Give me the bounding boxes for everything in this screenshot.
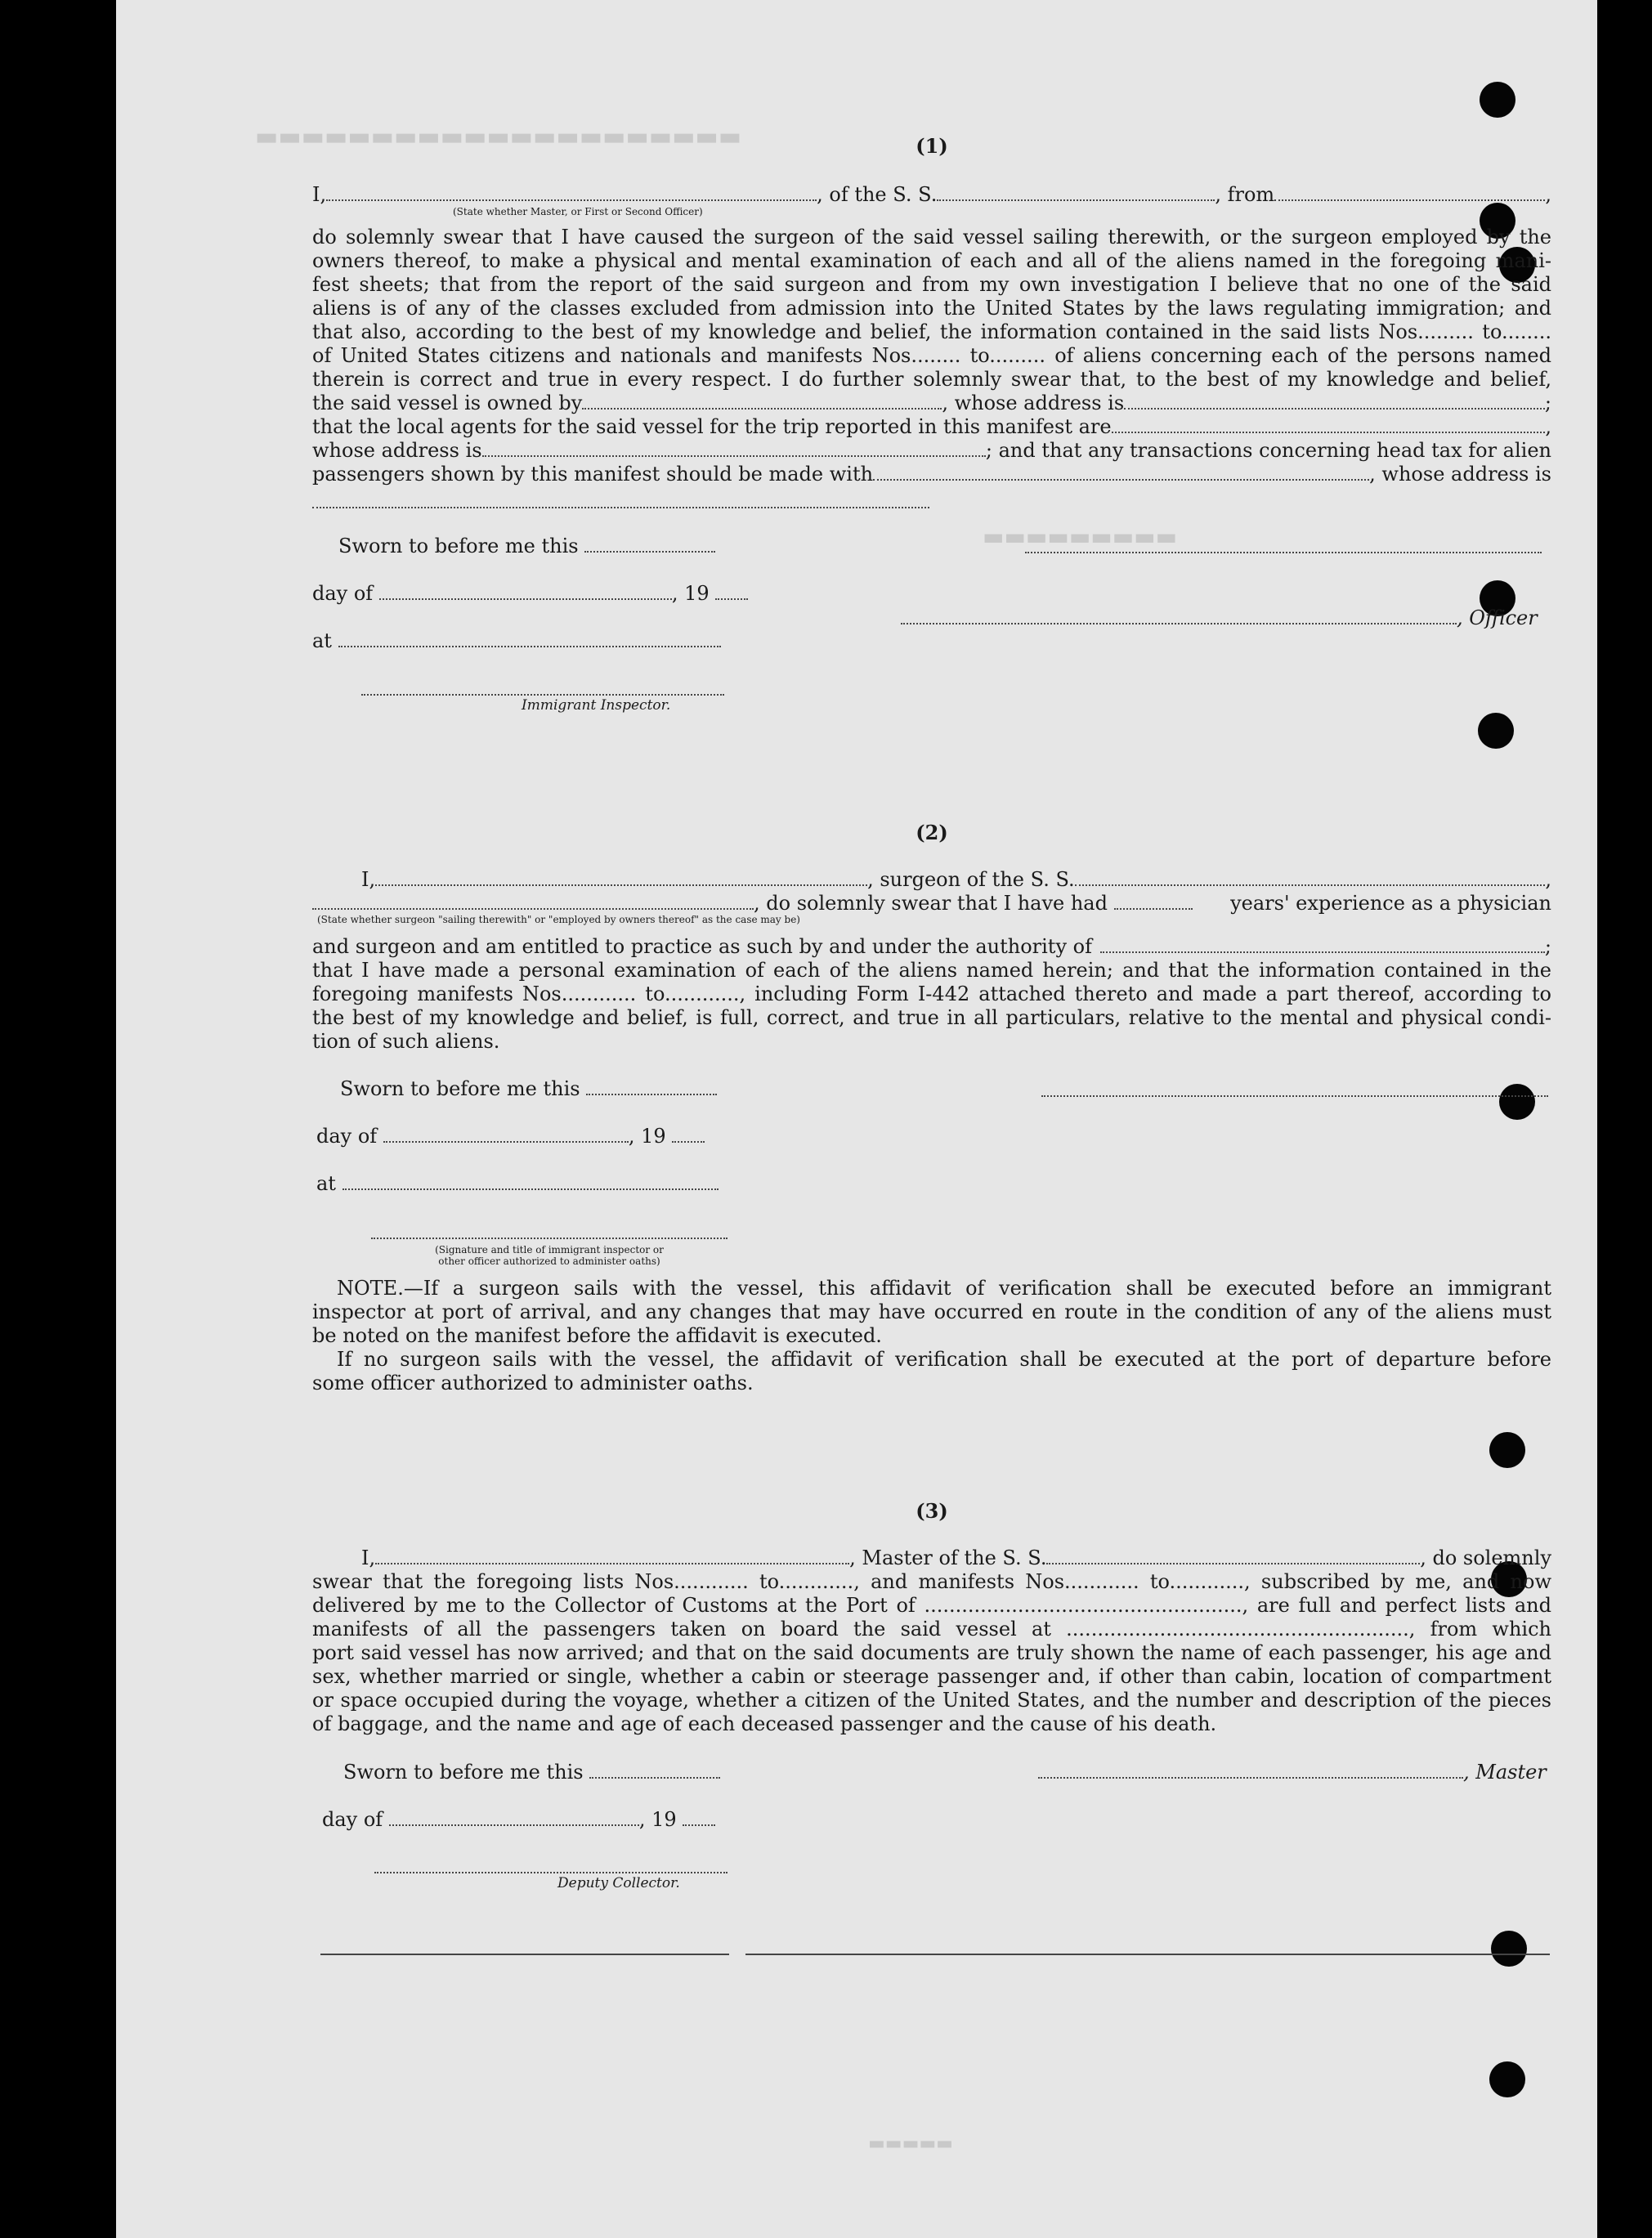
- section-2-surgeon-signature-line: [1041, 1095, 1548, 1097]
- section-1-sworn: Sworn to before me this: [338, 535, 715, 557]
- section-2-inspector-signature-line: [371, 1238, 728, 1239]
- body-line: port said vessel has now arrived; and that on the said documents are truly shown the name of each passenger, his age and: [312, 1641, 1551, 1664]
- section-3-master: , Master: [1038, 1761, 1547, 1784]
- manifest-back-page: [116, 0, 1597, 2238]
- note-line: inspector at port of arrival, and any changes that may have occurred en route in the condition of any of the aliens must: [312, 1300, 1551, 1323]
- section-1-line-1-note: (State whether Master, or First or Second Officer): [453, 206, 703, 217]
- section-3-number: (3): [916, 1499, 948, 1523]
- binder-hole: [1478, 713, 1514, 749]
- note-line: some officer authorized to administer oaths.: [312, 1372, 754, 1394]
- section-2-at: at: [316, 1172, 719, 1195]
- section-3-deputy-signature-line: [374, 1872, 728, 1873]
- section-1-inspector-label: Immigrant Inspector.: [522, 697, 671, 714]
- section-1-number: (1): [916, 134, 948, 158]
- section-2-day-of: day of , 19: [316, 1125, 705, 1148]
- bottom-rule-left: [320, 1954, 729, 1955]
- whose-address-line: whose address is ; and that any transactions concerning head tax for alien: [312, 439, 1551, 462]
- note-line: If no surgeon sails with the vessel, the affidavit of verification shall be executed at the port of departure before: [337, 1348, 1551, 1371]
- body-line: that I have made a personal examination of each of the aliens named herein; and that the information contained in the: [312, 959, 1551, 982]
- body-line: of baggage, and the name and age of each deceased passenger and the cause of his death.: [312, 1712, 1217, 1735]
- section-2-line-2-note: (State whether surgeon "sailing therewith" or "employed by owners thereof" as the case may be): [317, 914, 800, 925]
- passengers-line: passengers shown by this manifest should be made with , whose address is: [312, 463, 1551, 486]
- section-2-number: (2): [916, 821, 948, 844]
- body-line: the best of my knowledge and belief, is full, correct, and true in all particulars, relative to the mental and physical condi-: [312, 1006, 1551, 1029]
- section-2-sworn: Sworn to before me this: [340, 1077, 717, 1100]
- body-line: aliens is of any of the classes excluded from admission into the United States by the laws regulating immigration; and: [312, 297, 1551, 320]
- body-line: tion of such aliens.: [312, 1030, 500, 1053]
- bleed-through-bottom: ▬▬▬▬▬: [868, 2133, 953, 2154]
- section-3-deputy-label: Deputy Collector.: [557, 1875, 680, 1891]
- note-line: be noted on the manifest before the affidavit is executed.: [312, 1324, 882, 1347]
- binder-hole: [1489, 1432, 1525, 1468]
- body-line: or space occupied during the voyage, whether a citizen of the United States, and the number and description of the pieces: [312, 1689, 1551, 1712]
- section-2-line-3: and surgeon and am entitled to practice as such by and under the authority of ;: [312, 935, 1551, 958]
- address-continuation-line: [312, 507, 929, 508]
- body-line: delivered by me to the Collector of Customs at the Port of ..................................................., are full and perfect lists and: [312, 1594, 1551, 1617]
- section-3-day-of: day of , 19: [322, 1808, 715, 1831]
- owned-by-line: the said vessel is owned by , whose address is ;: [312, 392, 1551, 414]
- section-3-sworn: Sworn to before me this: [343, 1761, 720, 1784]
- section-1-at: at: [312, 629, 721, 652]
- body-line: of United States citizens and nationals and manifests Nos........ to......... of aliens concerning each of the persons named: [312, 344, 1551, 367]
- note-line: NOTE.—If a surgeon sails with the vessel, this affidavit of verification shall be executed before an immigrant: [337, 1277, 1551, 1300]
- body-line: therein is correct and true in every respect. I do further solemnly swear that, to the best of my knowledge and belief,: [312, 368, 1551, 391]
- body-line: owners thereof, to make a physical and mental examination of each and all of the aliens named in the foregoing mani-: [312, 249, 1551, 272]
- body-line: sex, whether married or single, whether a cabin or steerage passenger and, if other than cabin, location of compartment: [312, 1665, 1551, 1688]
- section-1-officer: , Officer: [901, 606, 1538, 629]
- body-line: do solemnly swear that I have caused the surgeon of the said vessel sailing therewith, or the surgeon employed by the: [312, 226, 1551, 248]
- section-2-signature-note: (Signature and title of immigrant inspector or other officer authorized to administer oaths): [435, 1244, 664, 1267]
- binder-hole: [1480, 82, 1515, 118]
- section-1-officer-signature-line: [1025, 552, 1542, 553]
- section-2-line-2: , do solemnly swear that I have had years' experience as a physician: [312, 892, 1551, 915]
- section-1-day-of: day of , 19: [312, 582, 748, 605]
- body-line: swear that the foregoing lists Nos............ to............, and manifests Nos............ to............, subscribed by me, and now: [312, 1570, 1551, 1593]
- binder-hole: [1499, 1084, 1535, 1120]
- bottom-rule-right: [745, 1954, 1550, 1955]
- section-1-inspector-signature-line: [361, 694, 724, 696]
- body-line: manifests of all the passengers taken on board the said vessel at ......................................................., from which: [312, 1618, 1551, 1640]
- bleed-through-stamp: ▬▬▬▬▬▬▬▬▬: [983, 523, 1178, 550]
- body-line: that also, according to the best of my knowledge and belief, the information contained in the said lists Nos......... to........: [312, 320, 1551, 343]
- section-1-line-1: I, , of the S. S. , from ,: [312, 183, 1551, 206]
- local-agents-line: that the local agents for the said vessel for the trip reported in this manifest are ,: [312, 415, 1551, 438]
- section-2-line-1: I, , surgeon of the S. S. ,: [361, 868, 1551, 891]
- bleed-through-header: ▬▬▬▬▬▬▬▬▬▬▬▬▬▬▬▬▬▬▬▬▬: [255, 123, 742, 151]
- binder-hole: [1489, 2061, 1525, 2097]
- body-line: fest sheets; that from the report of the said surgeon and from my own investigation I believe that no one of the said: [312, 273, 1551, 296]
- section-3-line-1: I, , Master of the S. S. , do solemnly: [361, 1546, 1551, 1569]
- body-line: foregoing manifests Nos............ to............, including Form I-442 attached thereto and made a part thereof, according to: [312, 982, 1551, 1005]
- binder-hole: [1491, 1931, 1527, 1967]
